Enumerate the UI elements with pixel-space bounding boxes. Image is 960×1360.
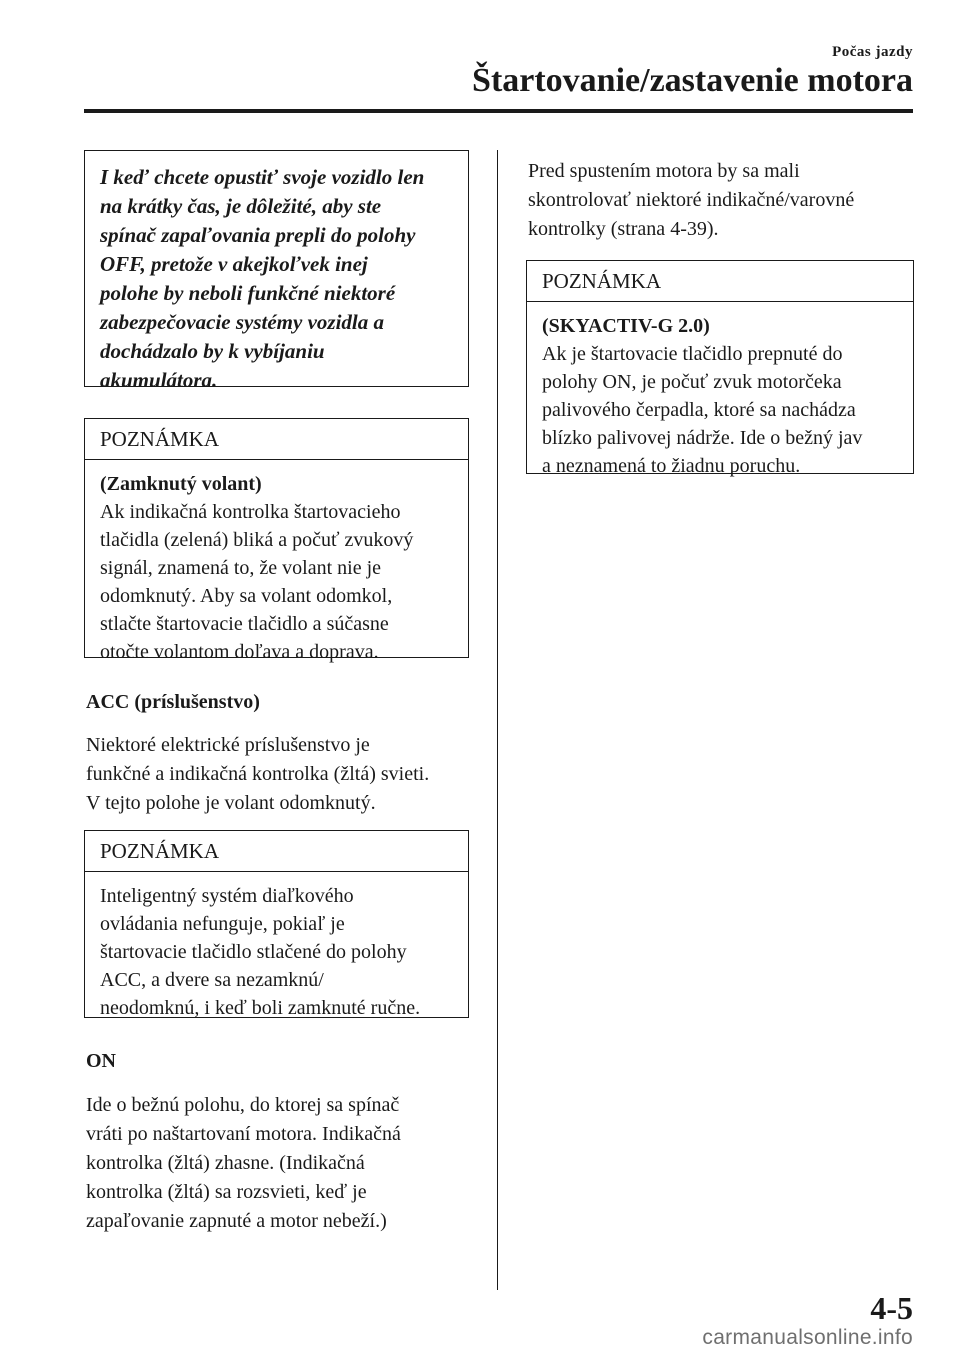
acc-heading: ACC (príslušenstvo) bbox=[86, 691, 260, 713]
note-line: signál, znamená to, že volant nie je bbox=[100, 557, 382, 579]
note-line: ACC, a dvere sa nezamknú/ bbox=[100, 969, 324, 991]
note-title: POZNÁMKA bbox=[85, 831, 468, 872]
on-paragraph bbox=[86, 1091, 486, 1236]
note-box-acc bbox=[84, 830, 469, 1018]
intro-line: Pred spustením motora by sa mali bbox=[528, 160, 800, 182]
warning-line: OFF, pretože v akejkoľvek inej bbox=[100, 252, 368, 276]
note-line: tlačidla (zelená) bliká a počuť zvukový bbox=[100, 529, 414, 551]
warning-text bbox=[85, 151, 468, 407]
header-rule bbox=[84, 109, 913, 113]
note-box-skyactiv bbox=[526, 260, 914, 477]
note-line: odomknutý. Aby sa volant odomkol, bbox=[100, 585, 393, 607]
intro-line: kontrolky (strana 4-39). bbox=[528, 218, 719, 240]
warning-line: spínač zapaľovania prepli do polohy bbox=[100, 223, 416, 247]
note-body bbox=[85, 872, 468, 1034]
note-title: POZNÁMKA bbox=[85, 419, 468, 460]
note-line: štartovacie tlačidlo stlačené do polohy bbox=[100, 941, 407, 963]
note-line: a neznamená to žiadnu poruchu. bbox=[542, 455, 801, 477]
acc-paragraph bbox=[86, 731, 486, 818]
note-line: palivového čerpadla, ktoré sa nachádza bbox=[542, 399, 856, 421]
note-line: otočte volantom doľava a doprava. bbox=[100, 641, 379, 663]
note-body bbox=[85, 460, 468, 678]
on-line: kontrolka (žltá) zhasne. (Indikačná bbox=[86, 1152, 365, 1174]
on-line: zapaľovanie zapnuté a motor nebeží.) bbox=[86, 1210, 387, 1232]
warning-box bbox=[84, 150, 469, 392]
note-line: Ak je štartovacie tlačidlo prepnuté do bbox=[542, 343, 843, 365]
warning-line: I keď chcete opustiť svoje vozidlo len bbox=[100, 165, 425, 189]
on-line: kontrolka (žltá) sa rozsvieti, keď je bbox=[86, 1181, 367, 1203]
column-divider bbox=[497, 150, 498, 1290]
page-title: Štartovanie/zastavenie motora bbox=[472, 62, 913, 99]
note-line: stlačte štartovacie tlačidlo a súčasne bbox=[100, 613, 389, 635]
warning-line: dochádzalo by k vybíjaniu bbox=[100, 339, 325, 363]
warning-line: na krátky čas, je dôležité, aby ste bbox=[100, 194, 382, 218]
note-line: Inteligentný systém diaľkového bbox=[100, 885, 354, 907]
on-heading: ON bbox=[86, 1050, 116, 1072]
page-number: 4-5 bbox=[870, 1290, 913, 1326]
note-line: Ak indikačná kontrolka štartovacieho bbox=[100, 501, 401, 523]
note-subtitle: (Zamknutý volant) bbox=[100, 473, 262, 495]
intro-paragraph bbox=[528, 157, 918, 244]
on-line: Ide o bežnú polohu, do ktorej sa spínač bbox=[86, 1094, 400, 1116]
note-subtitle: (SKYACTIV-G 2.0) bbox=[542, 315, 710, 337]
section-label: Počas jazdy bbox=[832, 44, 913, 60]
note-body bbox=[527, 302, 913, 492]
note-line: ovládania nefunguje, pokiaľ je bbox=[100, 913, 345, 935]
note-box-steering-lock bbox=[84, 418, 469, 663]
watermark: carmanualsonline.info bbox=[702, 1326, 913, 1349]
acc-line: V tejto polohe je volant odomknutý. bbox=[86, 792, 376, 814]
on-line: vráti po naštartovaní motora. Indikačná bbox=[86, 1123, 401, 1145]
intro-line: skontrolovať niektoré indikačné/varovné bbox=[528, 189, 855, 211]
warning-line: akumulátora. bbox=[100, 368, 218, 392]
acc-line: Niektoré elektrické príslušenstvo je bbox=[86, 734, 370, 756]
note-title: POZNÁMKA bbox=[527, 261, 913, 302]
warning-line: zabezpečovacie systémy vozidla a bbox=[100, 310, 384, 334]
acc-line: funkčné a indikačná kontrolka (žltá) svieti. bbox=[86, 763, 430, 785]
warning-line: polohe by neboli funkčné niektoré bbox=[100, 281, 396, 305]
note-line: polohy ON, je počuť zvuk motorčeka bbox=[542, 371, 842, 393]
note-line: neodomknú, i keď boli zamknuté ručne. bbox=[100, 997, 421, 1019]
note-line: blízko palivovej nádrže. Ide o bežný jav bbox=[542, 427, 863, 449]
